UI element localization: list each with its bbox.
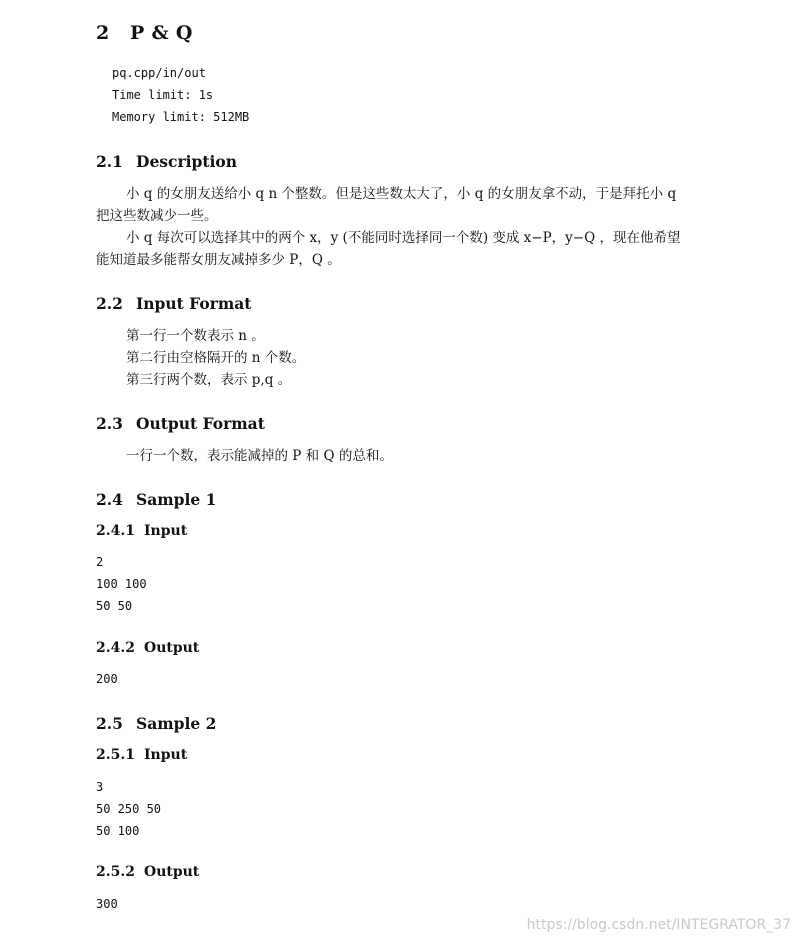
- sample2-output-heading: [96, 864, 199, 880]
- output-format-heading: [96, 414, 265, 433]
- output-format-line: 一行一个数，表示能减掉的 P 和 Q 的总和。: [126, 448, 393, 464]
- sample2-output-number: 2.5.2: [96, 864, 135, 880]
- sample2-input-number: 2.5.1: [96, 747, 135, 763]
- sample2-input-line: 50 100: [96, 824, 140, 838]
- description-heading: [96, 152, 237, 171]
- meta-files: pq.cpp/in/out: [112, 66, 206, 80]
- watermark-link: https://blog.csdn.net/INTEGRATOR_37: [526, 917, 791, 933]
- sample1-output-title: Output: [144, 640, 200, 656]
- output-format-number: 2.3: [96, 414, 123, 433]
- meta-memory-limit: Memory limit: 512MB: [112, 110, 250, 124]
- sample1-input-number: 2.4.1: [96, 523, 135, 539]
- description-p1-line1: 小 q 的女朋友送给小 q n 个整数。但是这些数太大了，小 q 的女朋友拿不动，于是拜托小 q: [126, 186, 677, 202]
- sample1-input-line: 2: [96, 555, 104, 569]
- input-format-title: Input Format: [136, 294, 252, 313]
- sample2-heading: [96, 714, 216, 733]
- output-format-title: Output Format: [136, 414, 265, 433]
- sample2-input-line: 3: [96, 780, 104, 794]
- input-format-line: 第一行一个数表示 n 。: [126, 328, 265, 344]
- section-heading: P & Q: [130, 22, 193, 44]
- section-title: [96, 22, 193, 44]
- sample1-output-heading: [96, 640, 199, 656]
- input-format-line: 第三行两个数，表示 p,q 。: [126, 372, 292, 388]
- input-format-line: 第二行由空格隔开的 n 个数。: [126, 350, 306, 366]
- section-number: 2: [96, 22, 110, 44]
- sample2-input-title: Input: [144, 747, 188, 763]
- input-format-number: 2.2: [96, 294, 123, 313]
- sample2-output-title: Output: [144, 864, 200, 880]
- sample1-input-title: Input: [144, 523, 188, 539]
- description-p1-line2: 把这些数减少一些。: [96, 208, 218, 224]
- sample1-output-number: 2.4.2: [96, 640, 135, 656]
- sample1-title: Sample 1: [136, 490, 217, 509]
- sample2-output-line: 300: [96, 897, 118, 911]
- input-format-heading: [96, 294, 251, 313]
- sample2-input-heading: [96, 747, 187, 763]
- sample1-number: 2.4: [96, 490, 123, 509]
- sample2-title: Sample 2: [136, 714, 217, 733]
- sample2-number: 2.5: [96, 714, 123, 733]
- sample1-heading: [96, 490, 216, 509]
- sample1-input-line: 100 100: [96, 577, 147, 591]
- description-p2-line2: 能知道最多能帮女朋友减掉多少 P，Q 。: [96, 252, 341, 268]
- meta-time-limit: Time limit: 1s: [112, 88, 214, 102]
- description-p2-line1: 小 q 每次可以选择其中的两个 x，y (不能同时选择同一个数) 变成 x−P，y−Q ，现在他希望: [126, 230, 681, 246]
- description-title: Description: [136, 152, 238, 171]
- sample1-input-line: 50 50: [96, 599, 133, 613]
- sample1-output-line: 200: [96, 672, 118, 686]
- sample2-input-line: 50 250 50: [96, 802, 162, 816]
- description-number: 2.1: [96, 152, 123, 171]
- sample1-input-heading: [96, 523, 187, 539]
